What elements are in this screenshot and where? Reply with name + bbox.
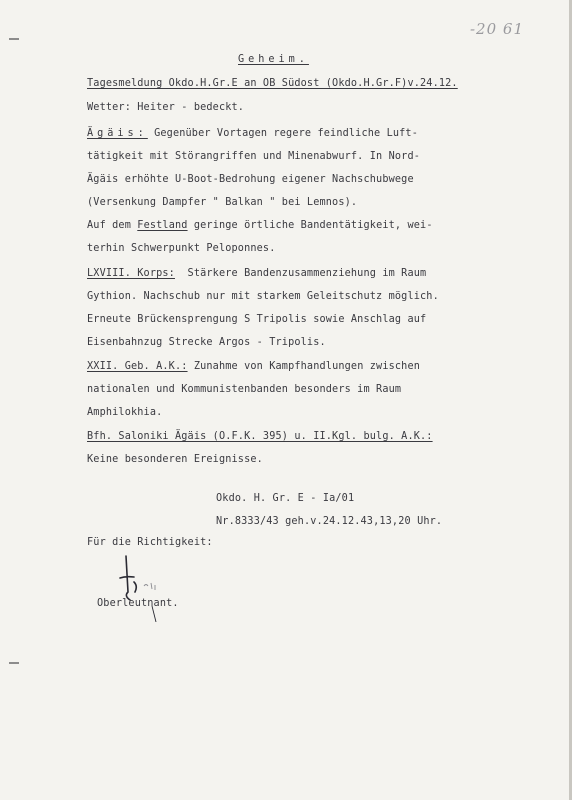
- section-label-xxii-geb-ak: XXII. Geb. A.K.:: [87, 361, 188, 372]
- signer-rank: Oberleutnant.: [97, 598, 179, 609]
- korps-line-1: [87, 268, 426, 279]
- reference-number: Nr.8333/43 geh.v.24.12.43,13,20 Uhr.: [216, 516, 443, 527]
- saloniki-text: Keine besonderen Ereignisse.: [87, 454, 263, 465]
- geb-ak-line-1: [87, 361, 420, 372]
- punch-mark-top: [9, 38, 19, 40]
- pencil-archive-number: -20 61: [469, 20, 524, 38]
- geb-ak-line-3: Amphilokhia.: [87, 407, 163, 418]
- punch-mark-bottom: [9, 662, 19, 664]
- festland-text: geringe örtliche Bandentätigkeit, wei-: [187, 220, 433, 231]
- heading-secret: Geheim.: [238, 54, 309, 65]
- aegaeis-line-4: (Versenkung Dampfer " Balkan " bei Lemnos).: [87, 197, 358, 208]
- festland-line-1: [87, 220, 433, 231]
- certification-label: Für die Richtigkeit:: [87, 537, 213, 548]
- korps-line-3: Erneute Brückensprengung S Tripolis sowie Anschlag auf: [87, 314, 427, 325]
- aegaeis-text-1: Gegenüber Vortagen regere feindliche Luft-: [147, 128, 418, 139]
- aegaeis-line-2: tätigkeit mit Störangriffen und Minenabwurf. In Nord-: [87, 151, 421, 162]
- section-label-lxviii-korps: LXVIII. Korps:: [87, 268, 175, 279]
- section-label-festland: Festland: [137, 220, 188, 231]
- geb-ak-line-2: nationalen und Kommunistenbanden besonders im Raum: [87, 384, 402, 395]
- aegaeis-line-1: [87, 128, 418, 139]
- geb-ak-text-1: Zunahme von Kampfhandlungen zwischen: [187, 361, 421, 372]
- handwritten-signature: [104, 552, 174, 622]
- weather-line: [87, 102, 244, 113]
- report-subject: Tagesmeldung Okdo.H.Gr.E an OB Südost (Okdo.H.Gr.F)v.24.12.: [87, 78, 458, 89]
- festland-line-2: terhin Schwerpunkt Peloponnes.: [87, 243, 276, 254]
- weather-text: Wetter: Heiter - bedeckt.: [87, 102, 245, 113]
- korps-line-4: Eisenbahnzug Strecke Argos - Tripolis.: [87, 337, 326, 348]
- aegaeis-line-3: Ägäis erhöhte U-Boot-Bedrohung eigener Nachschubwege: [87, 174, 414, 185]
- korps-text-1: Stärkere Bandenzusammenziehung im Raum: [174, 268, 427, 279]
- section-label-saloniki: Bfh. Saloniki Ägäis (O.F.K. 395) u. II.Kgl. bulg. A.K.:: [87, 431, 433, 442]
- festland-prefix: Auf dem: [87, 220, 138, 231]
- section-label-aegaeis: Ägäis:: [87, 128, 148, 139]
- sender-office: Okdo. H. Gr. E - Ia/01: [216, 493, 355, 504]
- korps-line-2: Gythion. Nachschub nur mit starkem Geleitschutz möglich.: [87, 291, 439, 302]
